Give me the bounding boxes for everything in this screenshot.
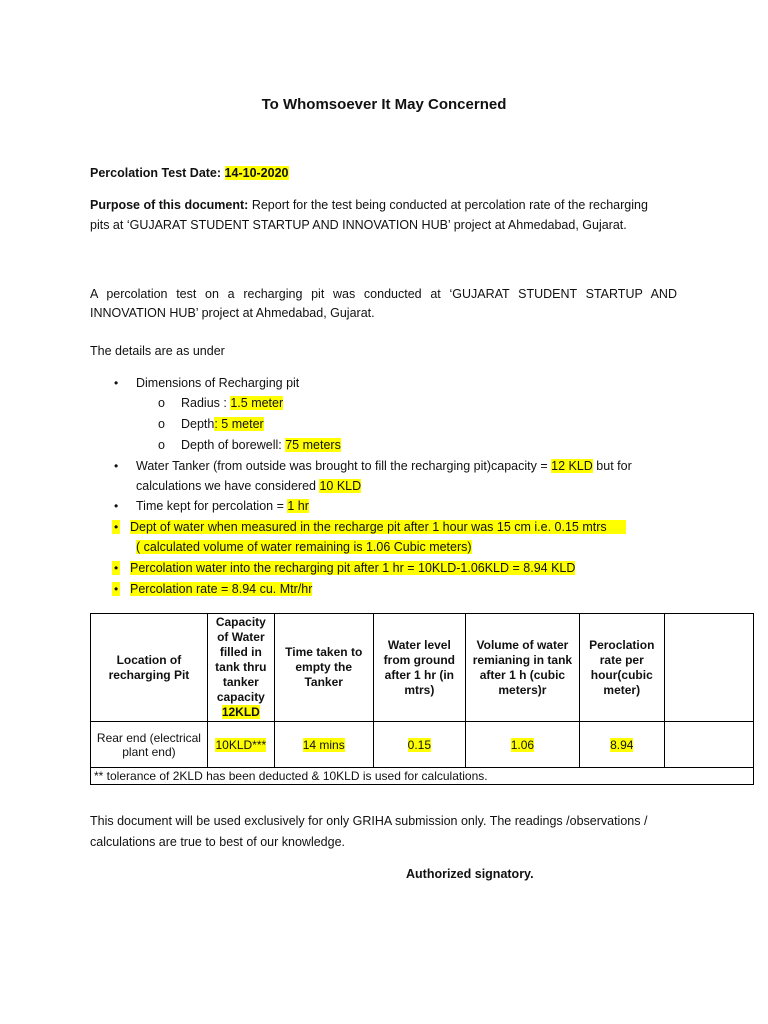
bullet-dot: • bbox=[114, 520, 119, 534]
bullet-depth-water-2: ( calculated volume of water remaining is 1.06 Cubic meters) bbox=[136, 540, 472, 554]
bullet-dot: • bbox=[114, 459, 119, 473]
bullet-percolation-water: Percolation water into the recharging pit after 1 hr = 10KLD-1.06KLD = 8.94 KLD bbox=[130, 561, 576, 575]
cell-volume bbox=[466, 722, 580, 768]
bullet-tanker-line-1 bbox=[136, 459, 632, 473]
header-capacity-text: Capacity of Water filled in tank thru tanker capacity bbox=[215, 615, 267, 704]
header-time: Time taken to empty the Tanker bbox=[274, 614, 373, 722]
purpose-label: Purpose of this document: bbox=[90, 198, 249, 212]
table-header-row bbox=[91, 614, 754, 722]
bullet-dot: • bbox=[114, 561, 119, 575]
test-date-line bbox=[90, 166, 289, 180]
depth-label: Depth bbox=[181, 417, 215, 431]
header-location: Location of recharging Pit bbox=[91, 614, 208, 722]
bullet-dimensions: Dimensions of Recharging pit bbox=[136, 376, 300, 390]
bullet-percolation-rate: Percolation rate = 8.94 cu. Mtr/hr bbox=[130, 582, 313, 596]
time-value: 1 hr bbox=[287, 499, 309, 513]
bullet-time bbox=[136, 499, 309, 513]
sub-bullet-marker: o bbox=[158, 417, 165, 431]
cell-location: Rear end (electrical plant end) bbox=[91, 722, 208, 768]
test-date-label: Percolation Test Date: bbox=[90, 166, 222, 180]
cell-level bbox=[373, 722, 465, 768]
page-title: To Whomsoever It May Concerned bbox=[261, 96, 507, 113]
cell-rate bbox=[579, 722, 664, 768]
bullet-tanker-line-2 bbox=[136, 479, 361, 493]
cell-extra bbox=[664, 722, 753, 768]
tanker-text: Water Tanker (from outside was brought to fill the recharging pit)capacity = bbox=[136, 459, 552, 473]
sub-bullet-marker: o bbox=[158, 396, 165, 410]
purpose-line-2: pits at ‘GUJARAT STUDENT STARTUP AND INNOVATION HUB’ project at Ahmedabad, Gujarat. bbox=[90, 218, 627, 232]
cell-rate-value: 8.94 bbox=[610, 737, 634, 752]
bullet-depth-water-1: Dept of water when measured in the recharge pit after 1 hour was 15 cm i.e. 0.15 mtrs bbox=[130, 520, 626, 534]
tanker-line2-text: calculations we have considered bbox=[136, 479, 320, 493]
cell-volume-value: 1.06 bbox=[510, 737, 535, 752]
radius-value: 1.5 meter bbox=[230, 396, 284, 410]
sub-bullet-depth bbox=[181, 417, 264, 431]
signatory: Authorized signatory. bbox=[406, 867, 534, 881]
cell-time bbox=[274, 722, 373, 768]
purpose-line-1 bbox=[90, 198, 678, 212]
sub-bullet-radius bbox=[181, 396, 283, 410]
percolation-table bbox=[90, 613, 754, 785]
details-heading: The details are as under bbox=[90, 344, 225, 358]
tanker-considered: 10 KLD bbox=[319, 479, 362, 493]
borewell-label: Depth of borewell: bbox=[181, 438, 286, 452]
intro-line-1: A percolation test on a recharging pit was conducted at ‘GUJARAT STUDENT STARTUP AND bbox=[90, 287, 677, 301]
borewell-value: 75 meters bbox=[285, 438, 341, 452]
header-level: Water level from ground after 1 hr (in mtrs) bbox=[373, 614, 465, 722]
bullet-dot: • bbox=[114, 582, 119, 596]
bullet-dot: • bbox=[114, 376, 119, 390]
header-volume: Volume of water remianing in tank after 1 h (cubic meters)r bbox=[466, 614, 580, 722]
header-capacity bbox=[207, 614, 274, 722]
radius-label: Radius : bbox=[181, 396, 231, 410]
closing-line-2: calculations are true to best of our knowledge. bbox=[90, 835, 346, 849]
table-row bbox=[91, 722, 754, 768]
sub-bullet-marker: o bbox=[158, 438, 165, 452]
header-extra bbox=[664, 614, 753, 722]
cell-level-value: 0.15 bbox=[407, 737, 432, 752]
depth-value: : 5 meter bbox=[214, 417, 264, 431]
cell-capacity bbox=[207, 722, 274, 768]
table-note-row bbox=[91, 768, 754, 785]
cell-capacity-value: 10KLD*** bbox=[215, 737, 267, 752]
closing-line-1: This document will be used exclusively for only GRIHA submission only. The readings /observations / bbox=[90, 814, 648, 828]
header-rate: Peroclation rate per hour(cubic meter) bbox=[579, 614, 664, 722]
tanker-capacity: 12 KLD bbox=[551, 459, 593, 473]
header-capacity-highlight: 12KLD bbox=[221, 705, 260, 719]
tanker-text-post: but for bbox=[592, 459, 632, 473]
bullet-dot: • bbox=[114, 499, 119, 513]
test-date-value: 14-10-2020 bbox=[224, 166, 289, 180]
intro-line-2: INNOVATION HUB’ project at Ahmedabad, Gujarat. bbox=[90, 306, 375, 320]
purpose-text-1: Report for the test being conducted at percolation rate of the recharging bbox=[251, 198, 648, 212]
time-label: Time kept for percolation = bbox=[136, 499, 288, 513]
cell-time-value: 14 mins bbox=[302, 737, 345, 752]
table-note: ** tolerance of 2KLD has been deducted & 10KLD is used for calculations. bbox=[91, 768, 754, 785]
sub-bullet-borewell bbox=[181, 438, 341, 452]
